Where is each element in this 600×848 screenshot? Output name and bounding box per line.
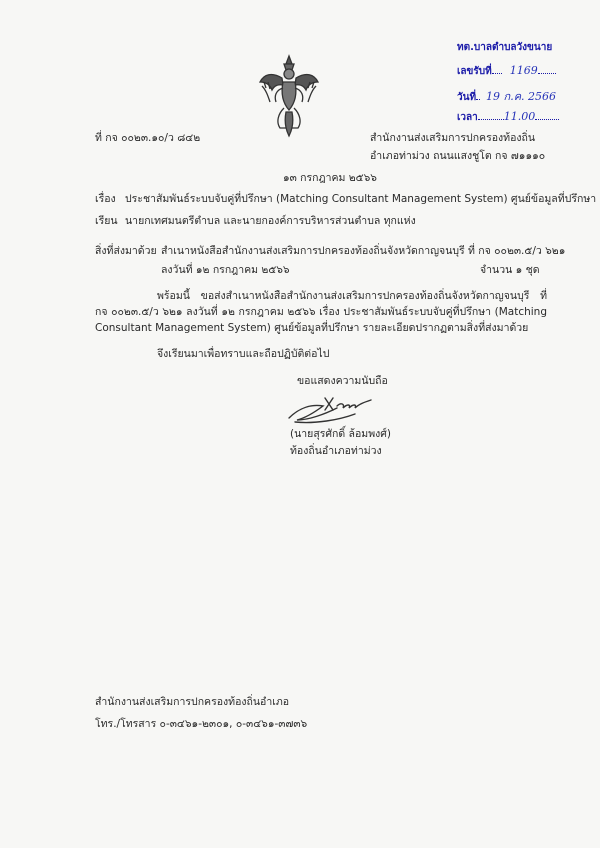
addressee-text: นายกเทศมนตรีตำบล และนายกองค์การบริหารส่วนตำบล ทุกแห่ง — [125, 215, 416, 227]
stamp-date: วันที่ 19 ก.ค. 2566 — [457, 90, 557, 103]
signer-position: ท้องถิ่นอำเภอท่าม่วง — [290, 445, 382, 457]
body-paragraph-1: พร้อมนี้ ขอส่งสำเนาหนังสือสำนักงานส่งเสริมการปกครองท้องถิ่นจังหวัดกาญจนบุรี ที่ กจ ๐๐๒๓.๕/ว ๖๒๑ ลงวันที่ ๑๒ กรกฎาคม ๒๕๖๖ เรื่อง ประชาสัมพันธ์ระบบจับคู่ที่ปรึกษา (Matching Consultant Management System) ศูนย์ข้อมูลที่ปรึกษา รายละเอียดปรากฏตามสิ่งที่ส่งมาด้วย — [95, 290, 547, 334]
footer-phone: โทร./โทรสาร ๐-๓๔๖๑-๒๓๐๑, ๐-๓๔๖๑-๓๗๓๖ — [95, 718, 308, 730]
subject-text: ประชาสัมพันธ์ระบบจับคู่ที่ปรึกษา (Matching Consultant Management System) ศูนย์ข้อมูลที่ปรึกษา — [125, 193, 597, 205]
garuda-emblem — [256, 52, 322, 138]
signer-name: (นายสุรศักดิ์ ล้อมพงศ์) — [290, 428, 392, 440]
enclosure-quantity: จำนวน ๑ ชุด — [480, 264, 540, 276]
enclosure-label: สิ่งที่ส่งมาด้วย — [95, 245, 157, 257]
stamp-org: ทต.บาลตำบลวังขนาย — [457, 42, 553, 53]
footer-office: สำนักงานส่งเสริมการปกครองท้องถิ่นอำเภอ — [95, 696, 290, 708]
body-paragraph-2: จึงเรียนมาเพื่อทราบและถือปฏิบัติต่อไป — [157, 348, 330, 360]
document-number: ที่ กจ ๐๐๒๓.๑๐/ว ๘๔๒ — [95, 132, 201, 144]
document-date: ๑๓ กรกฎาคม ๒๕๖๖ — [283, 172, 377, 184]
office-address-line2: อำเภอท่าม่วง ถนนแสงชูโต กจ ๗๑๑๑๐ — [370, 150, 546, 162]
enclosure-line2: ลงวันที่ ๑๒ กรกฎาคม ๒๕๖๖ — [161, 264, 290, 276]
office-address-line1: สำนักงานส่งเสริมการปกครองท้องถิ่น — [370, 132, 536, 144]
subject-label: เรื่อง — [95, 193, 116, 205]
signature — [285, 392, 377, 428]
stamp-receive-no: เลขรับที่ 1169 — [457, 64, 556, 79]
closing-regards: ขอแสดงความนับถือ — [297, 375, 388, 387]
receiving-stamp — [457, 40, 587, 128]
stamp-time: เวลา 11.00 — [457, 110, 559, 125]
addressee-label: เรียน — [95, 215, 118, 227]
enclosure-line1: สำเนาหนังสือสำนักงานส่งเสริมการปกครองท้องถิ่นจังหวัดกาญจนบุรี ที่ กจ ๐๐๒๓.๕/ว ๖๒๑ — [161, 245, 566, 257]
